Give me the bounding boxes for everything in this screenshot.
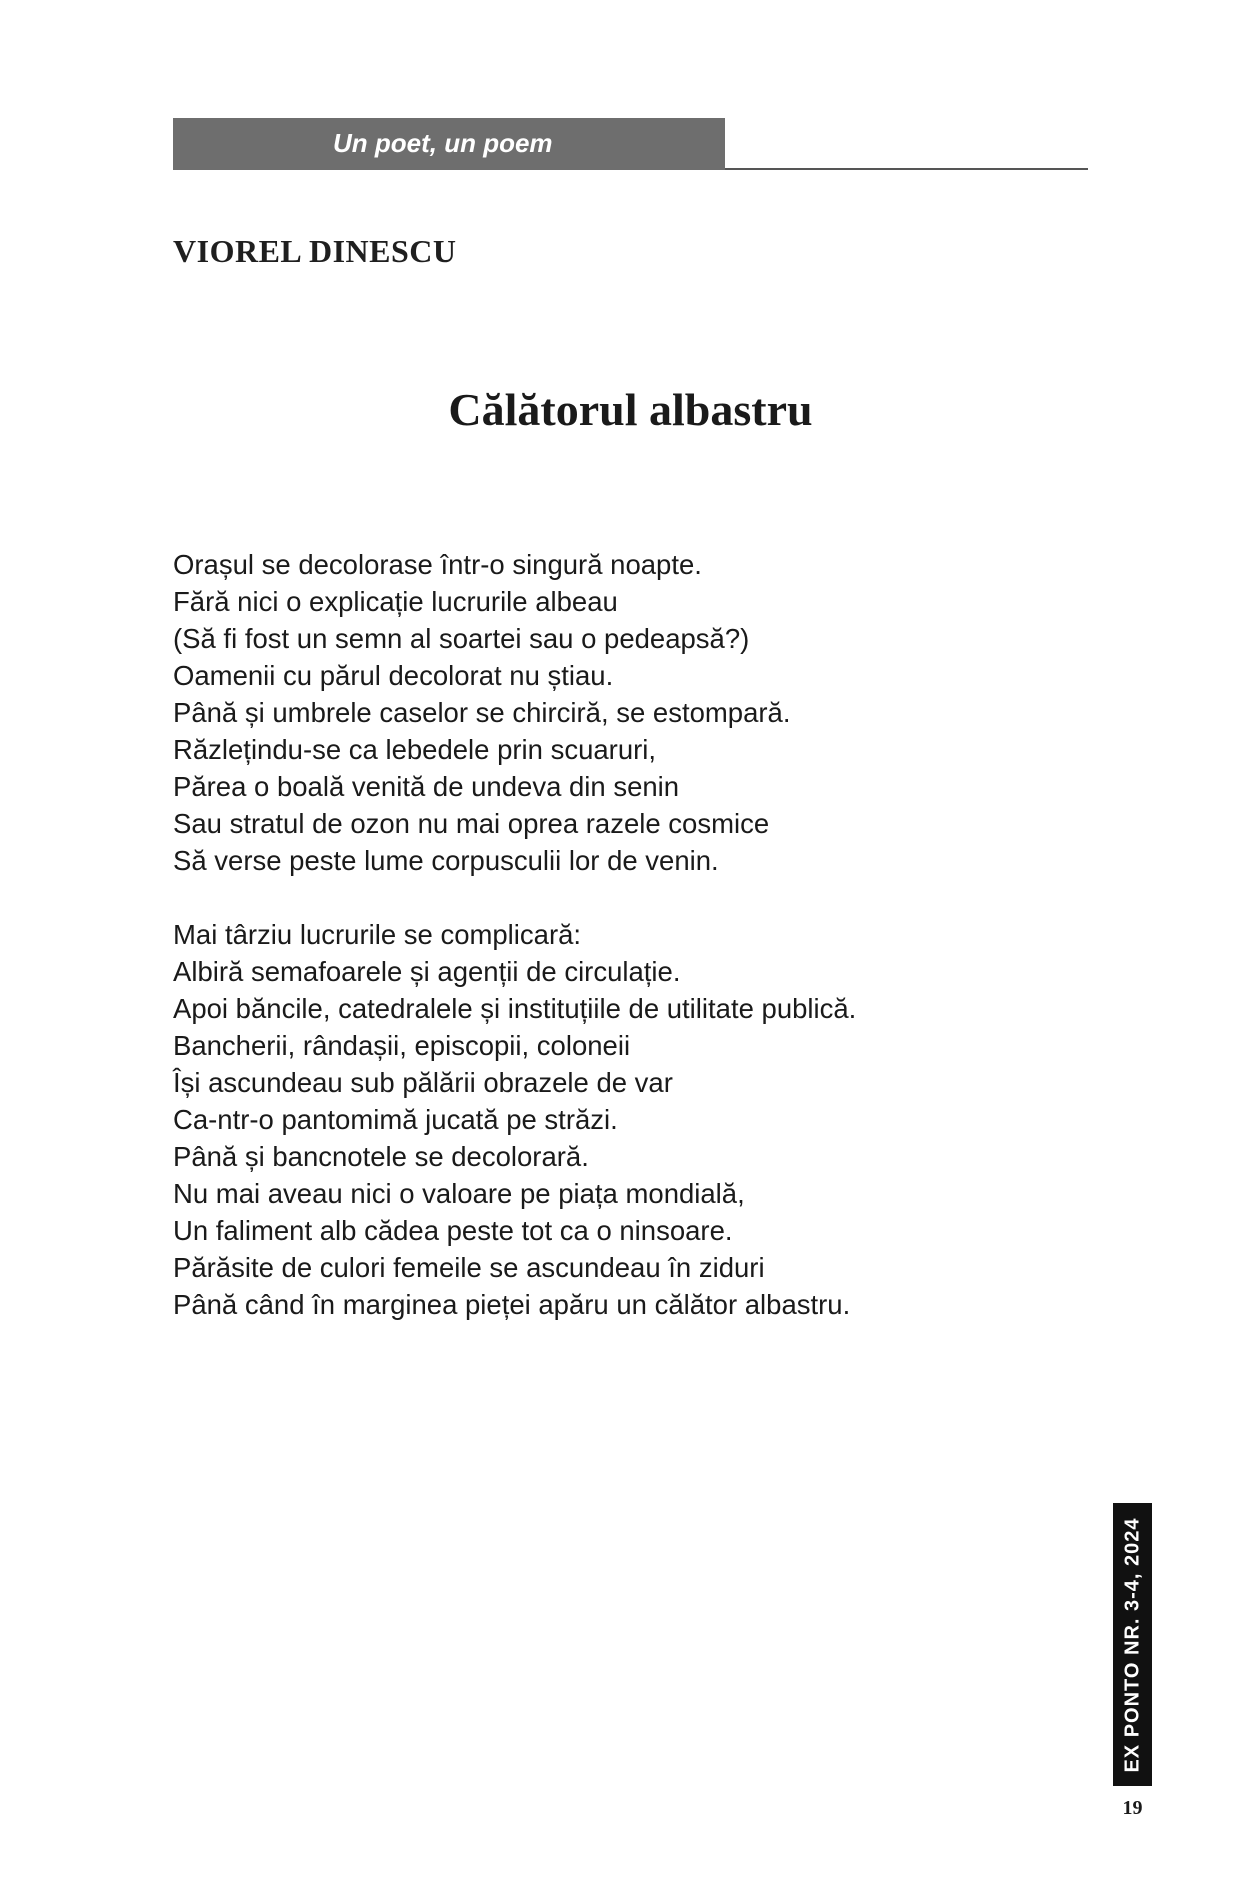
poem-line: Până și bancnotele se decolorară. bbox=[173, 1141, 589, 1172]
section-band bbox=[173, 118, 725, 170]
poem-line: Sau stratul de ozon nu mai oprea razele cosmice bbox=[173, 808, 770, 839]
poem-line: Își ascundeau sub pălării obrazele de var bbox=[173, 1067, 673, 1098]
poem-body bbox=[173, 546, 1073, 1323]
poem-line: Fără nici o explicație lucrurile albeau bbox=[173, 586, 618, 617]
journal-issue-label: EX PONTO NR. 3-4, 2024 bbox=[1121, 1516, 1143, 1773]
poem-line: Nu mai aveau nici o valoare pe piața mondială, bbox=[173, 1178, 745, 1209]
stanza bbox=[173, 916, 1073, 1323]
poem-title: Călătorul albastru bbox=[448, 384, 813, 435]
section-label: Un poet, un poem bbox=[333, 128, 553, 158]
journal-issue-tab bbox=[1113, 1503, 1152, 1786]
page-number: 19 bbox=[1122, 1797, 1143, 1819]
poem-line: Un faliment alb cădea peste tot ca o ninsoare. bbox=[173, 1215, 733, 1246]
poem-line: Până și umbrele caselor se chirciră, se estompară. bbox=[173, 697, 791, 728]
poem-line: Mai târziu lucrurile se complicară: bbox=[173, 919, 582, 950]
poem-line: Albiră semafoarele și agenții de circulație. bbox=[173, 956, 681, 987]
stanza bbox=[173, 546, 1073, 879]
section-header bbox=[173, 118, 1088, 170]
author-name: VIOREL DINESCU bbox=[173, 233, 457, 269]
poem-line: Până când în marginea pieței apăru un călător albastru. bbox=[173, 1289, 851, 1320]
section-rule bbox=[725, 168, 1088, 170]
poem-line: Părea o boală venită de undeva din senin bbox=[173, 771, 680, 802]
poem-line: Răzlețindu-se ca lebedele prin scuaruri, bbox=[173, 734, 657, 765]
poem-line: Oamenii cu părul decolorat nu știau. bbox=[173, 660, 614, 691]
poem-line: Ca-ntr-o pantomimă jucată pe străzi. bbox=[173, 1104, 618, 1135]
poem-line: Bancherii, rândașii, episcopii, coloneii bbox=[173, 1030, 631, 1061]
poem-line: Părăsite de culori femeile se ascundeau în ziduri bbox=[173, 1252, 765, 1283]
poem-line: Să verse peste lume corpusculii lor de venin. bbox=[173, 845, 719, 876]
poem-line: (Să fi fost un semn al soartei sau o pedeapsă?) bbox=[173, 623, 750, 654]
poem-line: Apoi băncile, catedralele și instituțiile de utilitate publică. bbox=[173, 993, 857, 1024]
poem-line: Orașul se decolorase într-o singură noapte. bbox=[173, 549, 702, 580]
